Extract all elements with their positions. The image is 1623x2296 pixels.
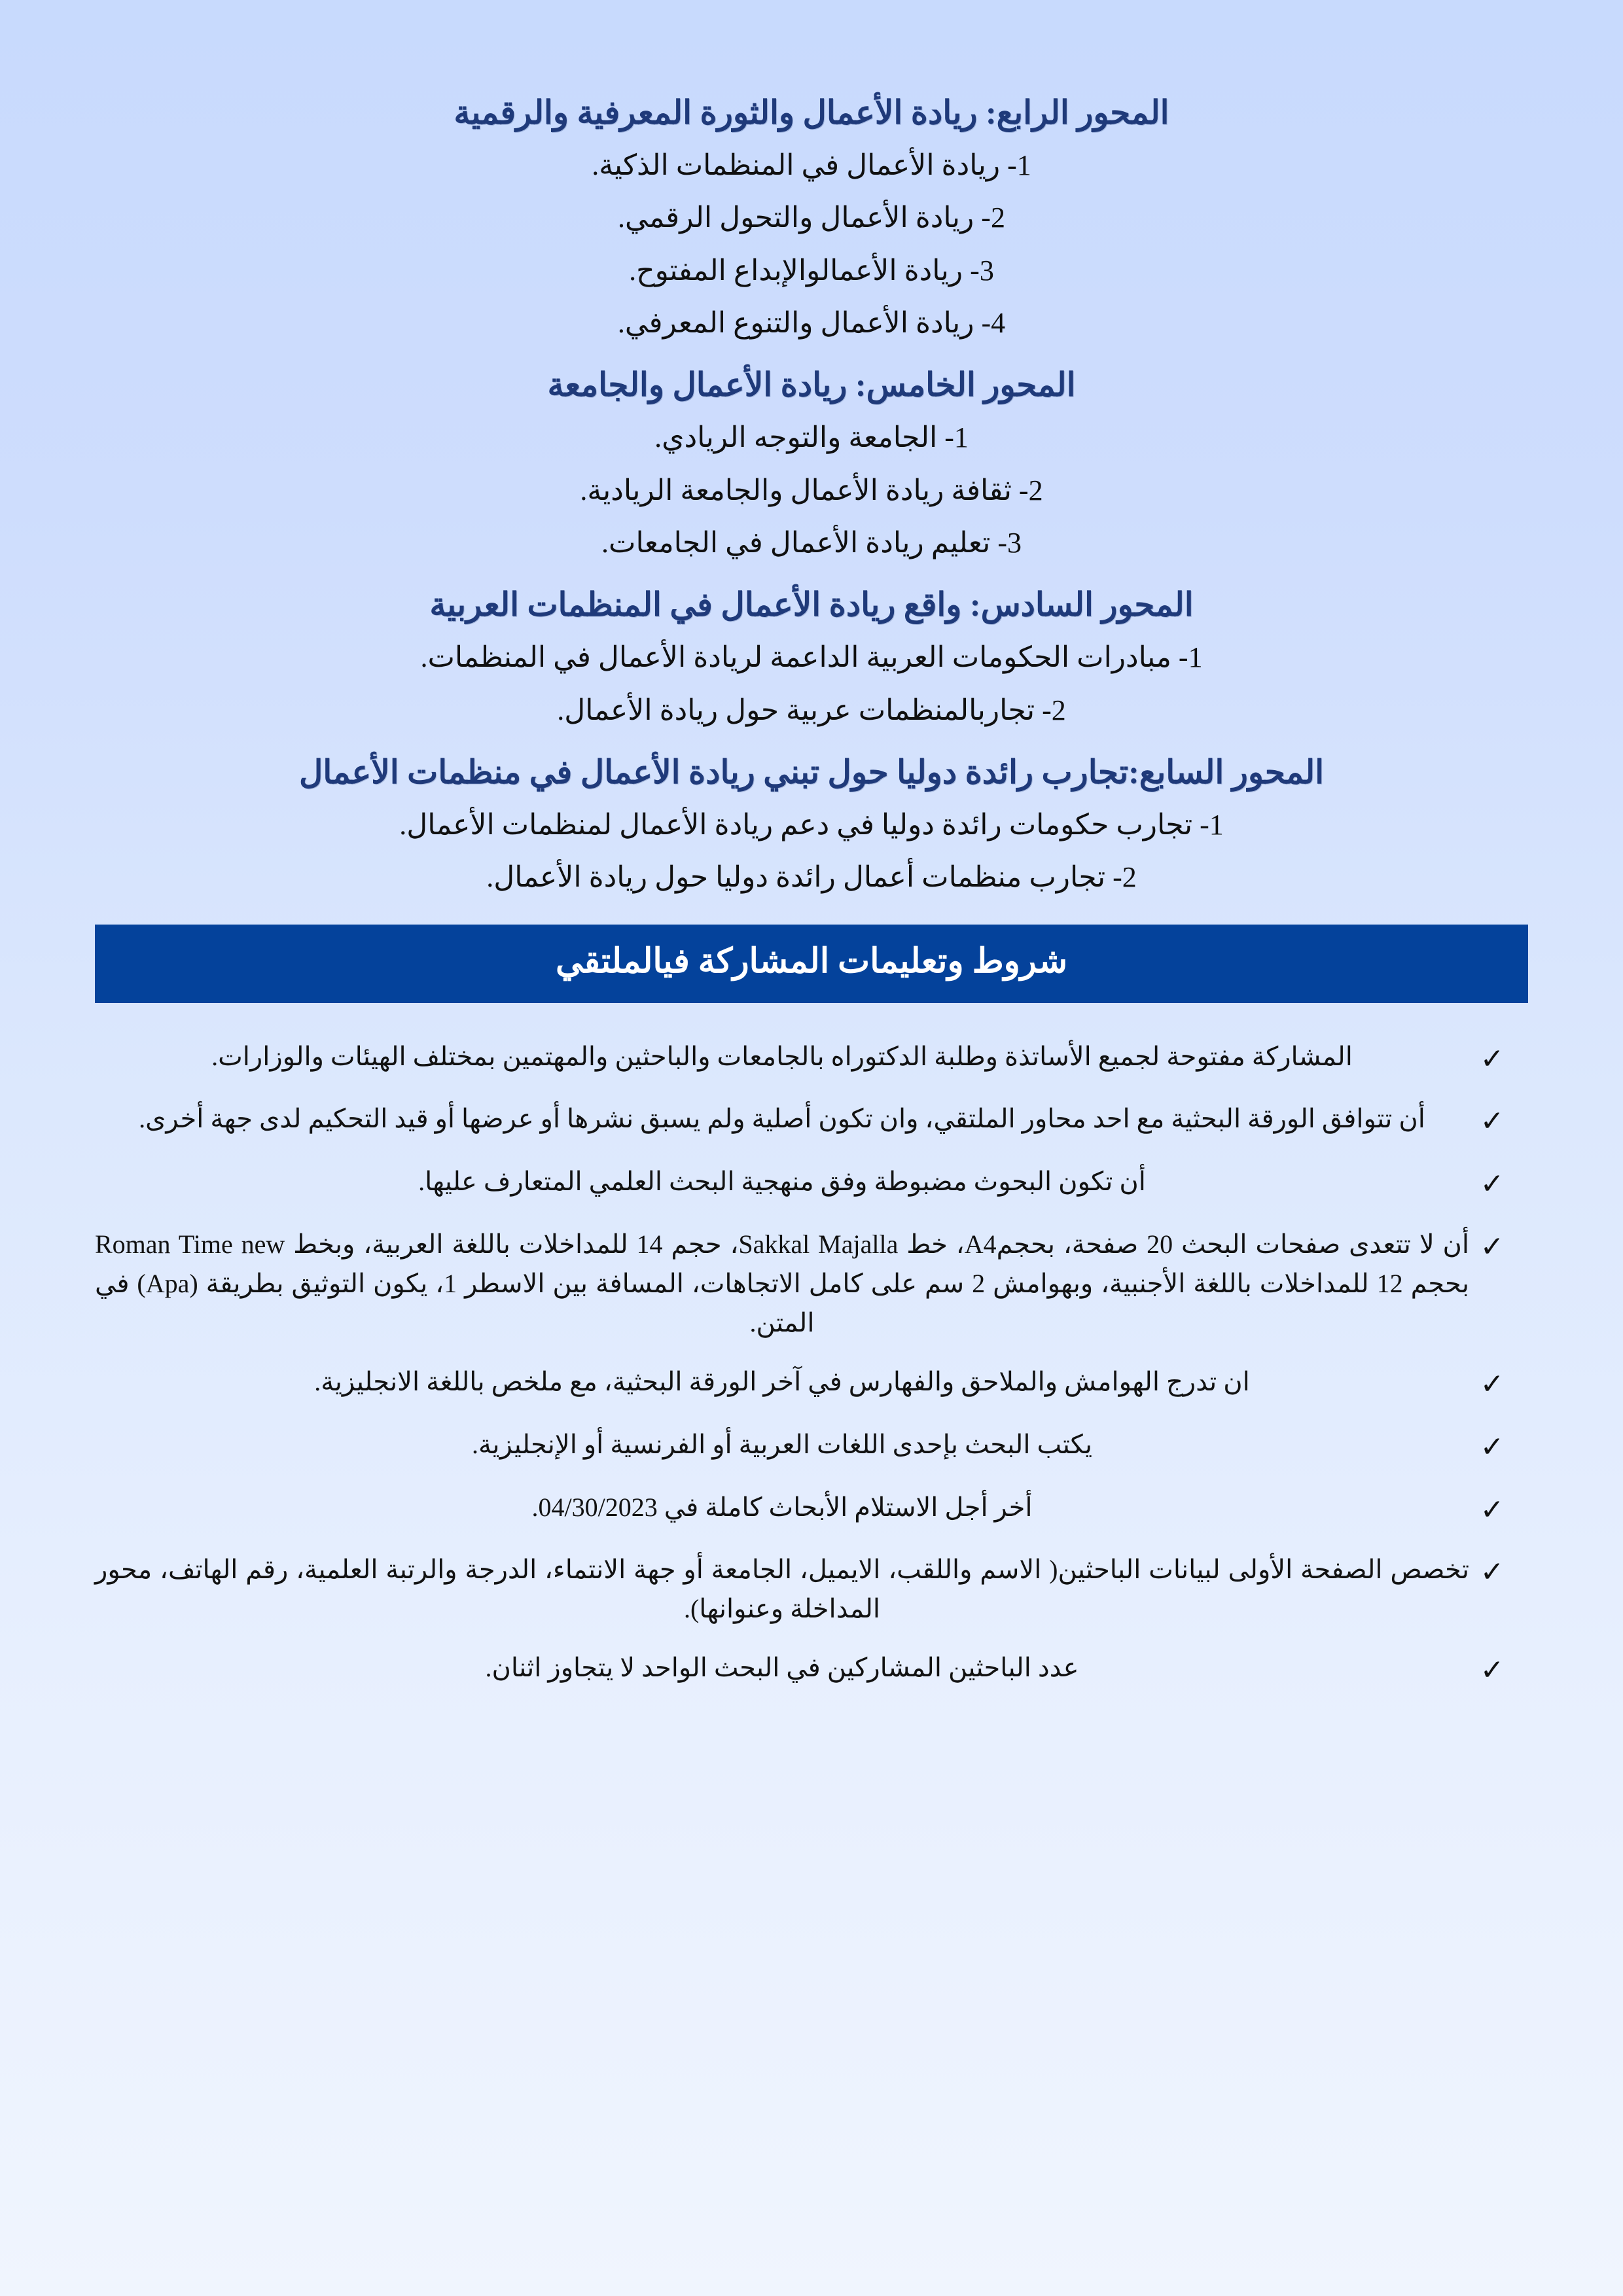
condition-text-1: المشاركة مفتوحة لجميع الأساتذة وطلبة الدكتوراه بالجامعات والباحثين والمهتمين بمختلف الهيئات والوزارات. xyxy=(211,1041,1353,1071)
list-item xyxy=(88,1550,1515,1629)
axis-item-5-2: 2- ثقافة ريادة الأعمال والجامعة الريادية. xyxy=(580,474,1043,506)
list-item xyxy=(88,1099,1515,1142)
axis-block-6 xyxy=(105,584,1518,729)
axis-item-4-4: 4- ريادة الأعمال والتنوع المعرفي. xyxy=(617,306,1006,339)
condition-text-4: أن لا تتعدى صفحات البحث 20 صفحة، بحجمA4، خط Sakkal Majalla، حجم 14 للمداخلات باللغة العربية، وبخط Roman Time new بحجم 12 للمداخلات باللغة الأجنبية، وبهوامش 2 سم على كامل الاتجاهات، المسافة بين الاسطر 1، يكون التوثيق بطريقة (Apa) في المتن. xyxy=(95,1229,1469,1338)
axis-block-4 xyxy=(105,92,1518,342)
list-item xyxy=(88,1162,1515,1205)
axis-heading-4: المحور الرابع: ريادة الأعمال والثورة المعرفية والرقمية xyxy=(454,94,1169,131)
axis-item-6-1: 1- مبادرات الحكومات العربية الداعمة لريادة الأعمال في المنظمات. xyxy=(420,641,1203,674)
axis-block-5 xyxy=(105,364,1518,561)
axis-block-7 xyxy=(105,751,1518,896)
axis-item-5-3: 3- تعليم ريادة الأعمال في الجامعات. xyxy=(601,526,1022,559)
list-item xyxy=(88,1648,1515,1691)
condition-text-8: تخصص الصفحة الأولى لبيانات الباحثين( الاسم واللقب، الايميل، الجامعة أو جهة الانتماء، الدرجة والرتبة العلمية، رقم الهاتف، محور المداخلة وعنوانها). xyxy=(95,1555,1469,1624)
check-icon: ✓ xyxy=(1480,1368,1505,1402)
axis-item-7-1: 1- تجارب حكومات رائدة دوليا في دعم ريادة الأعمال لمنظمات الأعمال. xyxy=(399,808,1224,841)
condition-text-9: عدد الباحثين المشاركين في البحث الواحد لا يتجاوز اثنان. xyxy=(485,1653,1079,1683)
list-item xyxy=(88,1488,1515,1531)
condition-text-2: أن تتوافق الورقة البحثية مع احد محاور الملتقي، وان تكون أصلية ولم يسبق نشرها أو عرضها أو قيد التحكيم لدى جهة أخرى. xyxy=(139,1104,1425,1134)
condition-text-5: ان تدرج الهوامش والملاحق والفهارس في آخر الورقة البحثية، مع ملخص باللغة الانجليزية. xyxy=(314,1367,1250,1397)
check-icon: ✓ xyxy=(1480,1042,1505,1076)
axis-item-4-1: 1- ريادة الأعمال في المنظمات الذكية. xyxy=(592,149,1031,181)
list-item xyxy=(88,1425,1515,1468)
list-item xyxy=(88,1225,1515,1343)
conditions-banner-title: شروط وتعليمات المشاركة فيالملتقي xyxy=(95,925,1528,1002)
check-icon: ✓ xyxy=(1480,1492,1505,1527)
axis-item-4-3: 3- ريادة الأعمالوالإبداع المفتوح. xyxy=(629,254,994,287)
check-icon: ✓ xyxy=(1480,1653,1505,1687)
list-item xyxy=(88,1037,1515,1080)
conditions-list xyxy=(88,1037,1515,1692)
axis-item-5-1: 1- الجامعة والتوجه الريادي. xyxy=(654,421,969,454)
axes-section xyxy=(0,0,1623,896)
check-icon: ✓ xyxy=(1480,1230,1505,1264)
condition-text-3: أن تكون البحوث مضبوطة وفق منهجية البحث العلمي المتعارف عليها. xyxy=(418,1167,1146,1197)
check-icon: ✓ xyxy=(1480,1167,1505,1201)
check-icon: ✓ xyxy=(1480,1430,1505,1464)
axis-item-4-2: 2- ريادة الأعمال والتحول الرقمي. xyxy=(618,202,1005,234)
list-item xyxy=(88,1362,1515,1405)
axis-item-7-2: 2- تجارب منظمات أعمال رائدة دوليا حول ريادة الأعمال. xyxy=(486,861,1137,894)
axis-item-6-2: 2- تجاربالمنظمات عربية حول ريادة الأعمال. xyxy=(557,694,1066,726)
axis-heading-6: المحور السادس: واقع ريادة الأعمال في المنظمات العربية xyxy=(429,586,1194,624)
axis-heading-5: المحور الخامس: ريادة الأعمال والجامعة xyxy=(547,366,1076,404)
check-icon: ✓ xyxy=(1480,1104,1505,1139)
check-icon: ✓ xyxy=(1480,1555,1505,1589)
condition-text-7: أخر أجل الاستلام الأبحاث كاملة في 04/30/2023. xyxy=(531,1492,1033,1522)
condition-text-6: يكتب البحث بإحدى اللغات العربية أو الفرنسية أو الإنجليزية. xyxy=(471,1429,1093,1459)
axis-heading-7: المحور السابع:تجارب رائدة دوليا حول تبني ريادة الأعمال في منظمات الأعمال xyxy=(298,753,1325,790)
